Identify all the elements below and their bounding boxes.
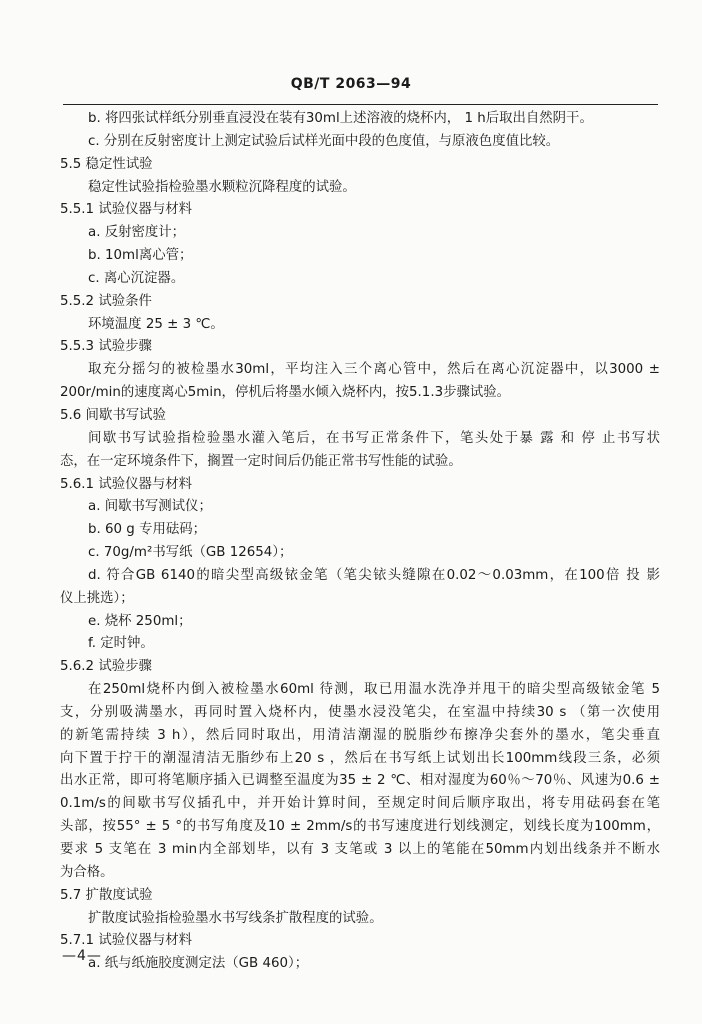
- text-line: 5.6 间歇书写试验: [60, 407, 166, 423]
- text-line: e. 烧杯 250ml；: [88, 613, 192, 629]
- text-line: 0.1m/s的间歇书写仪插孔中，并开始计算时间，至规定时间后顺序取出，将专用砝码套在笔: [60, 796, 660, 812]
- page-header-standard-number: QB/T 2063—94: [290, 76, 412, 92]
- text-line: 支，分别吸满墨水，再同时置入烧杯内，使墨水浸没笔尖，在室温中持续30 s （第一次使用: [60, 704, 660, 720]
- text-line: 间歇书写试验指检验墨水灌入笔后，在书写正常条件下，笔头处于暴 露 和 停 止书写状: [88, 430, 660, 446]
- text-line: a. 反射密度计；: [88, 225, 186, 241]
- text-line: a. 纸与纸施胶度测定法（GB 460）；: [88, 956, 309, 972]
- text-line: 稳定性试验指检验墨水颗粒沉降程度的试验。: [88, 179, 356, 195]
- text-line: 5.5.1 试验仪器与材料: [60, 202, 193, 218]
- text-line: 5.6.2 试验步骤: [60, 659, 152, 675]
- text-line: b. 将四张试样纸分别垂直浸没在装有30ml上述溶液的烧杯内， 1 h后取出自然阴干。: [88, 111, 593, 126]
- text-line: 为合格。: [60, 864, 114, 880]
- text-line: 5.5.3 试验步骤: [60, 339, 152, 355]
- text-line: 扩散度试验指检验墨水书写线条扩散程度的试验。: [88, 910, 383, 926]
- text-line: c. 分别在反射密度计上测定试验后试样光面中段的色度值，与原液色度值比较。: [88, 133, 560, 149]
- text-line: 仪上挑选）；: [60, 590, 134, 606]
- text-line: 在250ml烧杯内倒入被检墨水60ml 待测，取已用温水洗净并甩干的暗尖型高级铱金笔 5: [88, 682, 660, 698]
- text-line: 头部，按55° ± 5 °的书写角度及10 ± 2mm/s的书写速度进行划线测定，划线长度为100mm，: [60, 819, 660, 835]
- text-line: 5.5.2 试验条件: [60, 293, 152, 309]
- text-line: 5.7 扩散度试验: [60, 887, 153, 903]
- text-line: 200r/min的速度离心5min，停机后将墨水倾入烧杯内，按5.1.3步骤试验。: [60, 385, 511, 401]
- text-line: 环境温度 25 ± 3 ℃。: [88, 316, 224, 332]
- text-line: a. 间歇书写测试仪；: [88, 499, 212, 515]
- text-line: 态，在一定环境条件下，搁置一定时间后仍能正常书写性能的试验。: [60, 453, 462, 469]
- header-rule: [63, 104, 658, 105]
- text-line: f. 定时钟。: [88, 636, 154, 652]
- text-line: b. 10ml离心管；: [88, 248, 193, 264]
- text-line: 要求 5 支笔在 3 min内全部划毕，以有 3 支笔或 3 以上的笔能在50mm内划出线条并不断水: [60, 842, 660, 857]
- text-line: 向下置于拧干的潮湿清洁无脂纱布上20 s ，然后在书写纸上试划出长100mm线段三条，必须: [60, 750, 660, 766]
- text-line: 出水正常，即可将笔顺序插入已调整至温度为35 ± 2 ℃、相对湿度为60％～70％、风速为0.6 ±: [60, 773, 660, 789]
- text-line: c. 70g/m²书写纸（GB 12654）；: [88, 545, 293, 561]
- text-line: 5.5 稳定性试验: [60, 156, 153, 172]
- text-line: 取充分摇匀的被检墨水30ml，平均注入三个离心管中，然后在离心沉淀器中，以3000 ±: [88, 362, 660, 378]
- page-number: —4—: [62, 948, 102, 964]
- text-line: c. 离心沉淀器。: [88, 270, 185, 286]
- text-line: d. 符合GB 6140的暗尖型高级铱金笔（笔尖铱头缝隙在0.02～0.03mm，在100倍 投 影: [88, 567, 660, 583]
- text-line: b. 60 g 专用砝码；: [88, 522, 207, 538]
- text-line: 5.7.1 试验仪器与材料: [60, 933, 193, 949]
- text-line: 5.6.1 试验仪器与材料: [60, 476, 193, 492]
- text-line: 的新笔需持续 3 h），然后同时取出，用清洁潮湿的脱脂纱布擦净尖套外的墨水，笔尖垂直: [60, 727, 660, 743]
- document-body: [60, 108, 660, 976]
